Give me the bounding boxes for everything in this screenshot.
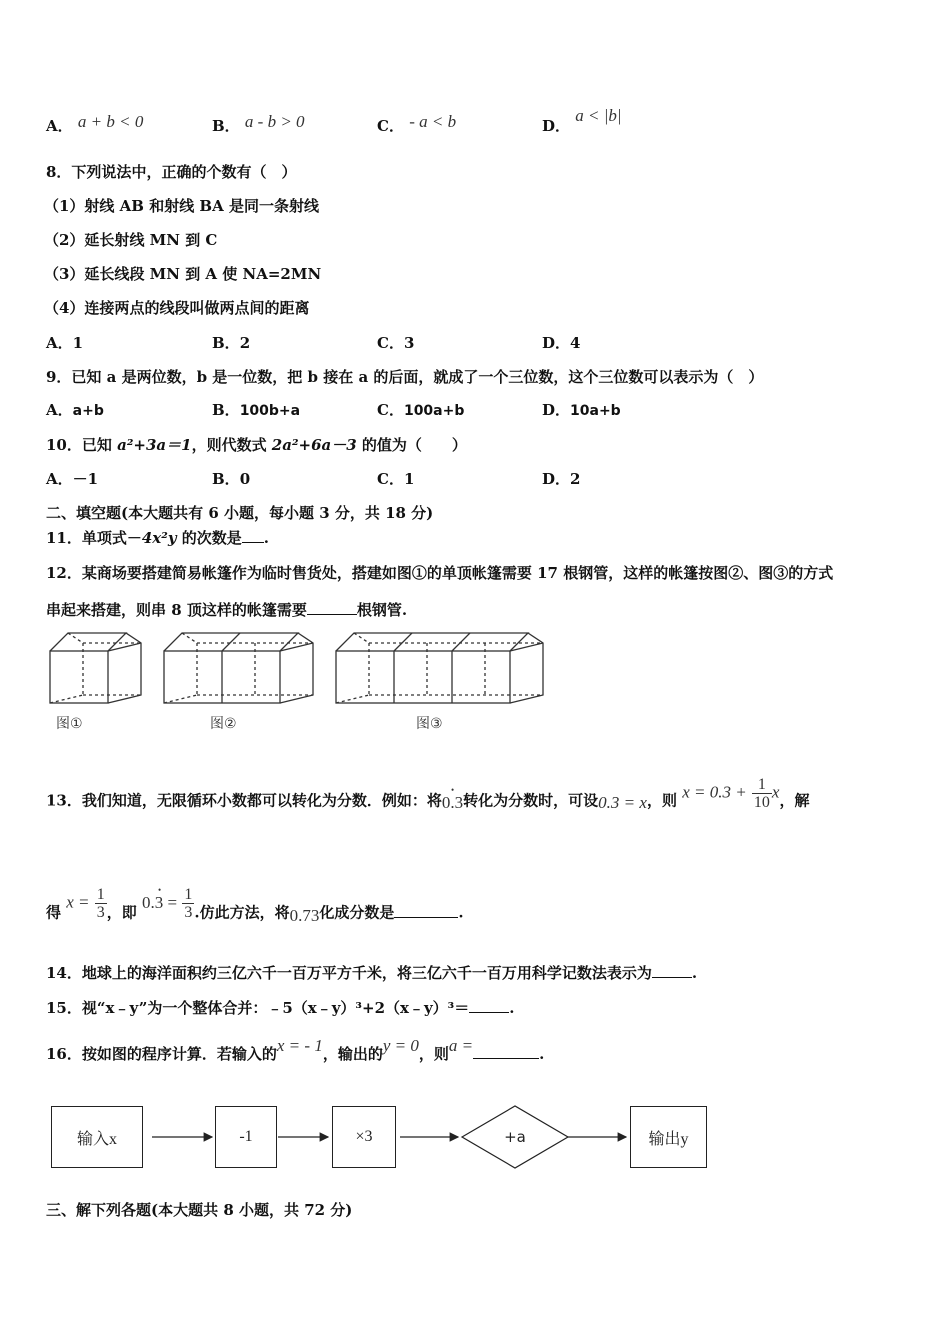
q13-frac-denominator: 10 <box>753 794 770 811</box>
q16-a-expression: a = <box>448 1036 474 1055</box>
q10-condition: a²+3a＝1 <box>117 436 192 454</box>
q10-post: 的值为（ ） <box>356 436 467 454</box>
q16-end: . <box>539 1045 545 1063</box>
q10-option-d-value: 2 <box>570 470 581 488</box>
section-2-heading: 二、填空题(本大题共有 6 小题，每小题 3 分，共 18 分) <box>46 504 434 522</box>
fig-label-3: 图③ <box>416 716 443 732</box>
q10-expression: 2a²+6a－3 <box>271 436 357 454</box>
q13-equation-1: 0.3 = x <box>598 792 647 812</box>
q13-equation-3-left: x = <box>66 892 90 912</box>
q16-input-value: x = - 1 <box>276 1036 323 1055</box>
q13-equation-2-left: x = 0.3 + <box>682 782 747 802</box>
q13-fraction-1-10 <box>752 776 772 811</box>
q13-answer-blank[interactable] <box>394 903 458 918</box>
q13-line-1 <box>46 776 810 819</box>
q14-answer-blank[interactable] <box>652 963 692 978</box>
q9-option-a-label: A． <box>46 401 73 419</box>
q9-option-c-value: 100a+b <box>403 403 465 419</box>
q11-answer-blank[interactable] <box>242 528 264 543</box>
q7-option-a-label: A． <box>46 117 73 135</box>
q8-option-c <box>377 333 414 353</box>
q13-text-4: ，解 <box>779 791 810 810</box>
q10-option-b-label: B． <box>212 470 240 488</box>
q13-result-numerator: 1 <box>96 886 105 903</box>
q7-option-c-label: C． <box>377 117 404 135</box>
fig-label-1: 图① <box>56 716 83 732</box>
q15-text: 15．视“x﹣y”为一个整体合并：﹣5（x﹣y）³+2（x﹣y）³＝ <box>46 999 470 1017</box>
q8-item-4: （4）连接两点的线段叫做两点间的距离 <box>44 299 310 317</box>
q9-option-b-value: 100b+a <box>239 403 301 419</box>
q8-option-d <box>542 333 580 353</box>
q11 <box>46 528 269 548</box>
q12-line-1: 12．某商场要搭建简易帐篷作为临时售货处，搭建如图①的单顶帐篷需要 17 根钢管，这样的帐篷按图②、图③的方式 <box>46 564 834 582</box>
q9-option-a <box>46 400 104 421</box>
q13-equation-4 <box>142 886 194 921</box>
q8-option-b <box>212 333 250 353</box>
q7-option-a-expr: a + b < 0 <box>77 112 144 131</box>
q8-item-2: （2）延长射线 MN 到 C <box>44 231 218 249</box>
q9-option-b-label: B． <box>212 401 240 419</box>
flow-step-times-3: ×3 <box>332 1106 396 1168</box>
q13-equation-4-left: • 0.3 = <box>142 893 177 913</box>
flow-input-box: 输入x <box>51 1106 143 1168</box>
q16-answer-blank[interactable] <box>473 1044 539 1059</box>
q11-monomial: 4x²y <box>141 529 177 547</box>
q11-post: 的次数是 <box>176 529 242 547</box>
q15 <box>46 998 514 1018</box>
q9-option-b <box>212 400 300 421</box>
flow-output-box: 输出y <box>630 1106 707 1168</box>
q13-equation-2 <box>682 776 779 811</box>
q9-option-c <box>377 400 464 421</box>
q10-option-c-label: C． <box>377 470 404 488</box>
q10-option-a-value: －1 <box>72 470 99 488</box>
q13-text-6: ，即 <box>106 903 137 922</box>
q13-text-5: 得 <box>46 903 62 922</box>
q12-line-2-post: 根钢管. <box>356 601 408 619</box>
q8-option-b-value: 2 <box>239 334 251 352</box>
q8-stem: 8．下列说法中，正确的个数有（ ） <box>46 163 297 181</box>
q12-line-2-pre: 串起来搭建，则串 8 顶这样的帐篷需要 <box>46 601 307 619</box>
q7-option-d-label: D． <box>542 117 571 135</box>
q16-output-value: y = 0 <box>382 1036 419 1055</box>
q13-result-denominator: 3 <box>96 904 105 921</box>
q16 <box>46 1036 545 1064</box>
q12-line-2 <box>46 600 407 620</box>
q10-pre: 10．已知 <box>46 436 118 454</box>
q8-option-c-label: C． <box>377 334 404 352</box>
q15-answer-blank[interactable] <box>469 998 509 1013</box>
q13-fraction-result-2 <box>182 886 194 921</box>
q16-text-1: 16．按如图的程序计算．若输入的 <box>46 1045 277 1063</box>
tent-figures <box>40 625 560 740</box>
q10-option-a-label: A． <box>46 470 73 488</box>
q7-option-c-expr: - a < b <box>409 112 457 131</box>
fig-label-2: 图② <box>210 716 237 732</box>
q13-text-1: 13．我们知道，无限循环小数都可以转化为分数．例如：将 <box>46 791 442 810</box>
q7-option-b-label: B． <box>212 117 240 135</box>
q8-option-c-value: 3 <box>403 334 415 352</box>
q16-text-2: ，输出的 <box>322 1045 383 1063</box>
q8-option-d-label: D． <box>542 334 571 352</box>
q10-option-d-label: D． <box>542 470 571 488</box>
q16-text-3: ，则 <box>418 1045 449 1063</box>
tent-figure-3 <box>336 633 543 703</box>
q13-text-8: 化成分数是 <box>319 903 395 922</box>
q15-end: . <box>509 999 515 1017</box>
q13-equation-3 <box>66 886 107 921</box>
q7-option-b-expr: a - b > 0 <box>244 112 305 131</box>
q11-end: . <box>263 529 270 547</box>
q13-equation-2-var: x <box>771 782 780 802</box>
q10-option-b-value: 0 <box>239 470 251 488</box>
q9-option-a-value: a+b <box>72 403 104 419</box>
q12-answer-blank[interactable] <box>307 600 357 615</box>
q8-item-1: （1）射线 AB 和射线 BA 是同一条射线 <box>44 197 319 215</box>
q13-result-2-denominator: 3 <box>184 904 193 921</box>
section-3-heading: 三、解下列各题(本大题共 8 小题，共 72 分) <box>46 1201 353 1219</box>
q14 <box>46 963 697 983</box>
q9-option-d-value: 10a+b <box>570 403 621 419</box>
q13-repeating-decimal: • 0.3 <box>442 793 463 813</box>
q13-line-2 <box>46 886 464 931</box>
q10-option-a <box>46 469 98 489</box>
q10-mid: ，则代数式 <box>191 436 272 454</box>
q13-end: . <box>458 903 464 922</box>
q9-stem: 9．已知 a 是两位数，b 是一位数，把 b 接在 a 的后面，就成了一个三位数，这个三位数可以表示为（ ） <box>46 368 764 386</box>
q8-item-3: （3）延长线段 MN 到 A 使 NA=2MN <box>44 265 322 283</box>
q10-option-c-value: 1 <box>403 470 415 488</box>
q10-option-d <box>542 469 580 489</box>
q9-option-d-label: D． <box>542 401 571 419</box>
flow-step-minus-1: -1 <box>215 1106 277 1168</box>
q13-text-2: 转化为分数时，可设 <box>463 791 599 810</box>
q9-option-d <box>542 400 621 421</box>
q13-text-3: ，则 <box>646 791 677 810</box>
q8-option-a <box>46 333 83 353</box>
q10-option-b <box>212 469 250 489</box>
q8-option-d-value: 4 <box>570 334 581 352</box>
q13-text-7: .仿此方法，将 <box>194 903 290 922</box>
q7-option-d-expr: a < |b| <box>575 106 622 125</box>
q13-result-2-numerator: 1 <box>184 886 193 903</box>
q8-option-a-label: A． <box>46 334 73 352</box>
q14-text: 14．地球上的海洋面积约三亿六千一百万平方千米，将三亿六千一百万用科学记数法表示为 <box>46 964 652 982</box>
q13-frac-numerator: 1 <box>752 776 772 794</box>
flow-connectors <box>140 1100 640 1175</box>
q8-option-a-value: 1 <box>72 334 84 352</box>
q9-option-c-label: C． <box>377 401 404 419</box>
q7-option-c <box>377 112 457 136</box>
q10-stem <box>46 435 467 455</box>
q11-pre: 11．单项式－ <box>46 529 142 547</box>
q14-end: . <box>691 964 698 982</box>
tent-figure-2 <box>164 633 313 703</box>
q7-option-d <box>542 106 622 136</box>
q10-option-c <box>377 469 414 489</box>
flow-step-plus-a: +a <box>504 1128 526 1146</box>
q7-option-a <box>46 112 144 136</box>
q13-fraction-result <box>95 886 107 921</box>
q7-option-b <box>212 112 305 136</box>
tent-figure-1 <box>50 633 141 703</box>
q8-option-b-label: B． <box>212 334 240 352</box>
q13-repeating-decimal-2: 0.73 <box>289 905 320 925</box>
